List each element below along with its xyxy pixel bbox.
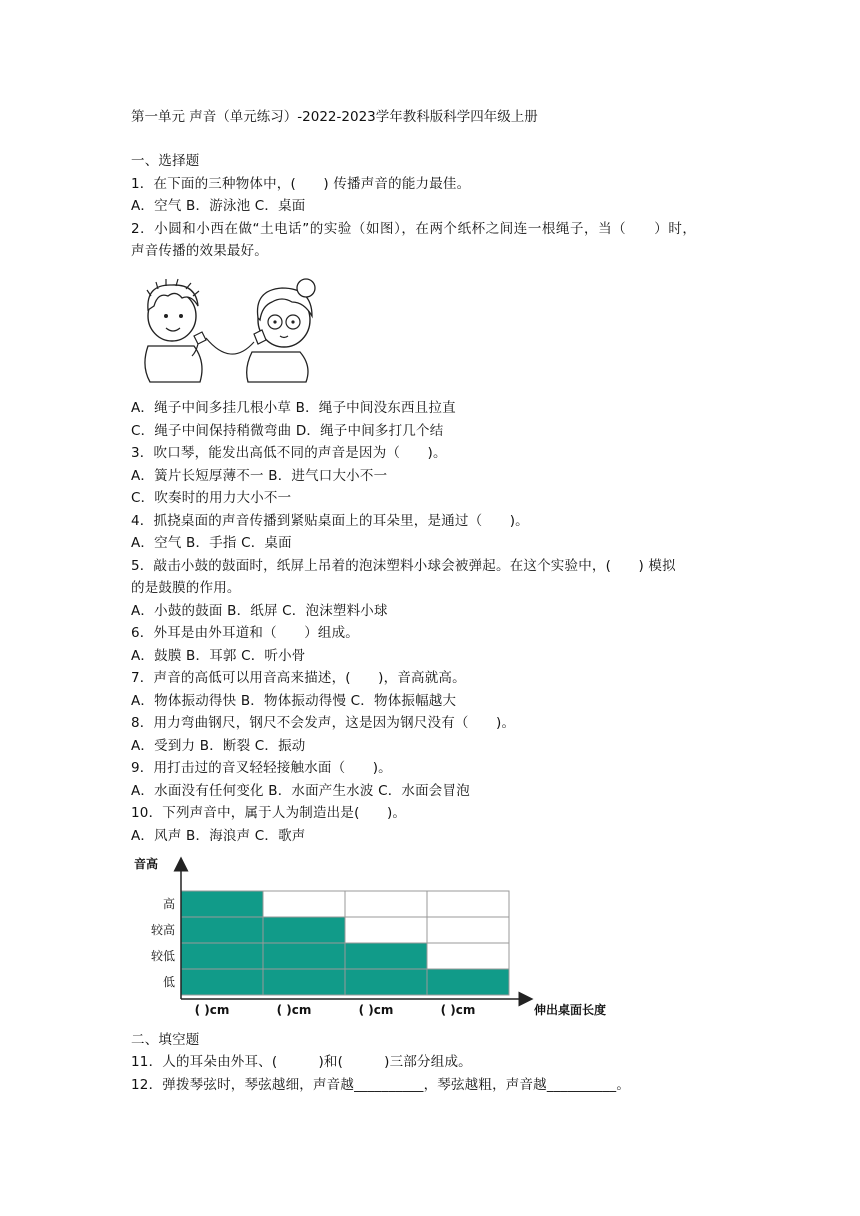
question-7-options: A．物体振动得快 B．物体振动得慢 C．物体振幅越大 [131, 693, 457, 709]
question-4-options: A．空气 B．手指 C．桌面 [131, 535, 292, 551]
chart-grid-cell [427, 891, 509, 917]
question-6-options: A．鼓膜 B．耳郭 C．听小骨 [131, 648, 306, 664]
question-6: 6．外耳是由外耳道和（ ）组成。 [131, 625, 359, 641]
chart-bar [263, 917, 345, 995]
question-5-options: A．小鼓的鼓面 B．纸屏 C．泡沫塑料小球 [131, 603, 388, 619]
chart-y-level-labels [151, 896, 175, 989]
chart-y-level-label: 较低 [150, 949, 175, 963]
section-heading-fill: 二、填空题 [131, 1032, 200, 1048]
question-7: 7．声音的高低可以用音高来描述，( )，音高就高。 [131, 670, 466, 686]
chart-x-category-label: ( )cm [440, 1003, 476, 1017]
question-3-option-c: C．吹奏时的用力大小不一 [131, 490, 292, 506]
question-12: 12．弹拨琴弦时，琴弦越细，声音越__________，琴弦越粗，声音越__________。 [131, 1077, 631, 1093]
pitch-bar-chart [130, 854, 630, 1024]
tin-can-telephone-illustration [136, 276, 336, 384]
document-title: 第一单元 声音（单元练习）-2022-2023学年教科版科学四年级上册 [131, 109, 538, 125]
question-2-continued: 声音传播的效果最好。 [131, 243, 268, 259]
question-4: 4．抓挠桌面的声音传播到紧贴桌面上的耳朵里，是通过（ )。 [131, 513, 529, 529]
question-2-options-ab: A．绳子中间多挂几根小草 B．绳子中间没东西且拉直 [131, 400, 456, 416]
question-10-options: A．风声 B．海浪声 C．歌声 [131, 828, 306, 844]
chart-bar [427, 969, 509, 995]
chart-y-level-label: 高 [162, 897, 175, 911]
question-3: 3．吹口琴，能发出高低不同的声音是因为（ )。 [131, 445, 447, 461]
question-1: 1．在下面的三种物体中，( ) 传播声音的能力最佳。 [131, 176, 471, 192]
chart-grid-cell [427, 943, 509, 969]
chart-grid-cell [427, 917, 509, 943]
question-5-continued: 的是鼓膜的作用。 [131, 580, 241, 596]
chart-x-category-label: ( )cm [194, 1003, 230, 1017]
question-2: 2．小圆和小西在做“土电话”的实验（如图），在两个纸杯之间连一根绳子，当（ ）时， [131, 221, 697, 237]
question-2-options-cd: C．绳子中间保持稍微弯曲 D．绳子中间多打几个结 [131, 423, 444, 439]
question-3-options-ab: A．簧片长短厚薄不一 B．进气口大小不一 [131, 468, 388, 484]
chart-y-level-label: 低 [162, 975, 175, 989]
question-8: 8．用力弯曲钢尺，钢尺不会发声，这是因为钢尺没有（ )。 [131, 715, 516, 731]
chart-grid-cell [263, 891, 345, 917]
chart-grid-cell [345, 891, 427, 917]
chart-grid-cell [345, 917, 427, 943]
question-9: 9．用打击过的音叉轻轻接触水面（ )。 [131, 760, 392, 776]
chart-y-level-label: 较高 [150, 923, 175, 937]
question-8-options: A．受到力 B．断裂 C．振动 [131, 738, 306, 754]
chart-x-axis-label: 伸出桌面长度 [534, 1003, 607, 1017]
chart-x-category-labels [195, 1003, 476, 1017]
telephone-string [206, 338, 254, 354]
question-5: 5．敲击小鼓的鼓面时，纸屏上吊着的泡沫塑料小球会被弹起。在这个实验中，( ) 模拟 [131, 558, 676, 574]
question-1-options: A．空气 B．游泳池 C．桌面 [131, 198, 306, 214]
section-heading-choice: 一、选择题 [131, 153, 200, 169]
question-11: 11．人的耳朵由外耳、( )和( )三部分组成。 [131, 1054, 472, 1070]
question-9-options: A．水面没有任何变化 B．水面产生水波 C．水面会冒泡 [131, 783, 470, 799]
girl-figure [247, 279, 315, 382]
boy-figure [145, 279, 206, 382]
chart-x-category-label: ( )cm [358, 1003, 394, 1017]
chart-x-category-label: ( )cm [276, 1003, 312, 1017]
chart-y-axis-label: 音高 [134, 857, 159, 871]
question-10: 10．下列声音中，属于人为制造出是( )。 [131, 805, 407, 821]
